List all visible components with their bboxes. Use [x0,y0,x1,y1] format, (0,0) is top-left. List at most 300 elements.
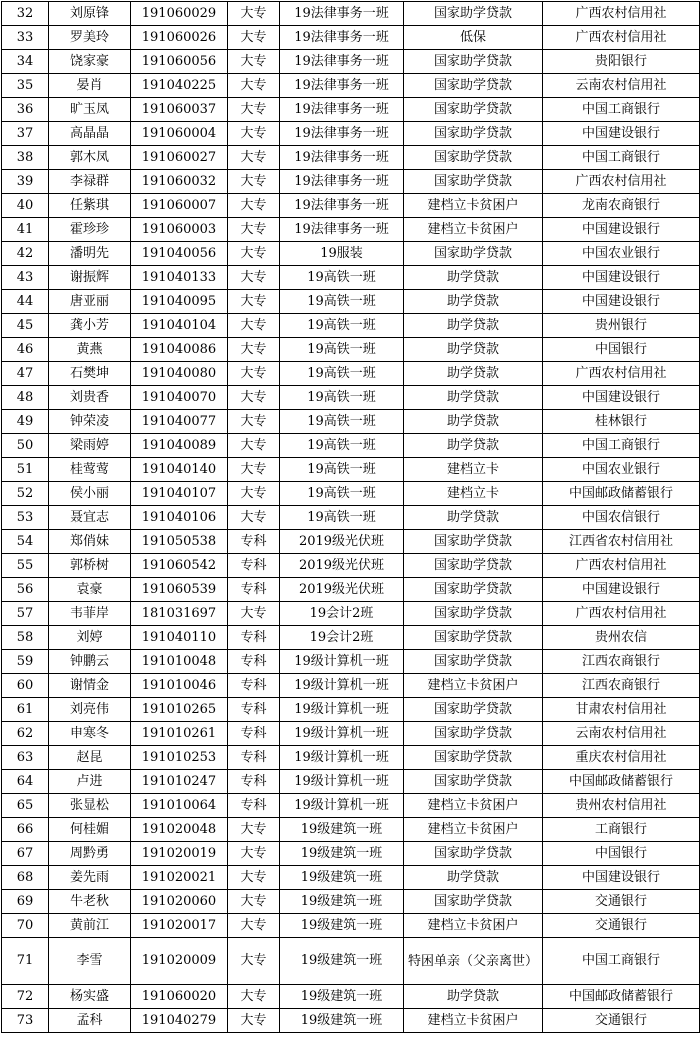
student-name-cell: 刘原锋 [49,2,131,26]
bank-name-cell: 中国建设银行 [543,578,700,602]
student-name-cell: 郑俏妹 [49,530,131,554]
table-row [2,482,700,506]
student-name-cell: 杨实盛 [49,985,131,1009]
education-level-cell: 专科 [228,626,280,650]
class-name-cell: 19高铁一班 [280,410,404,434]
bank-name-cell: 中国建设银行 [543,122,700,146]
row-number-cell: 61 [2,698,49,722]
aid-type-cell: 建档立卡贫困户 [404,914,543,938]
class-name-cell: 19高铁一班 [280,314,404,338]
student-id-cell: 191010261 [131,722,228,746]
education-level-cell: 大专 [228,314,280,338]
student-name-cell: 郭桥树 [49,554,131,578]
table-row [2,386,700,410]
aid-type-cell: 国家助学贷款 [404,842,543,866]
education-level-cell: 大专 [228,50,280,74]
table-row [2,626,700,650]
row-number-cell: 58 [2,626,49,650]
student-name-cell: 周黔勇 [49,842,131,866]
aid-type-cell: 国家助学贷款 [404,650,543,674]
row-number-cell: 56 [2,578,49,602]
bank-name-cell: 广西农村信用社 [543,362,700,386]
student-id-cell: 191040140 [131,458,228,482]
student-id-cell: 191060026 [131,26,228,50]
education-level-cell: 大专 [228,482,280,506]
student-id-cell: 191010265 [131,698,228,722]
bank-name-cell: 交通银行 [543,890,700,914]
class-name-cell: 19高铁一班 [280,290,404,314]
bank-name-cell: 中国建设银行 [543,266,700,290]
student-name-cell: 刘亮伟 [49,698,131,722]
education-level-cell: 大专 [228,938,280,985]
student-name-cell: 潘明先 [49,242,131,266]
aid-type-cell: 国家助学贷款 [404,2,543,26]
student-name-cell: 黄前江 [49,914,131,938]
bank-name-cell: 中国邮政储蓄银行 [543,482,700,506]
aid-type-cell: 助学贷款 [404,410,543,434]
class-name-cell: 19法律事务一班 [280,2,404,26]
education-level-cell: 大专 [228,818,280,842]
class-name-cell: 19级建筑一班 [280,818,404,842]
table-row [2,266,700,290]
student-name-cell: 卢进 [49,770,131,794]
table-row [2,218,700,242]
student-name-cell: 黄燕 [49,338,131,362]
table-row [2,770,700,794]
class-name-cell: 19级建筑一班 [280,1009,404,1033]
student-id-cell: 191060542 [131,554,228,578]
row-number-cell: 54 [2,530,49,554]
bank-name-cell: 中国工商银行 [543,938,700,985]
education-level-cell: 大专 [228,266,280,290]
education-level-cell: 专科 [228,530,280,554]
education-level-cell: 大专 [228,410,280,434]
student-id-cell: 191060027 [131,146,228,170]
row-number-cell: 51 [2,458,49,482]
table-row [2,314,700,338]
student-id-cell: 191040056 [131,242,228,266]
bank-name-cell: 贵州农村信用社 [543,794,700,818]
bank-name-cell: 交通银行 [543,914,700,938]
row-number-cell: 46 [2,338,49,362]
student-id-cell: 191010048 [131,650,228,674]
student-name-cell: 高晶晶 [49,122,131,146]
table-row [2,74,700,98]
bank-name-cell: 广西农村信用社 [543,554,700,578]
row-number-cell: 48 [2,386,49,410]
class-name-cell: 19级计算机一班 [280,770,404,794]
student-name-cell: 旷玉凤 [49,98,131,122]
student-name-cell: 申寒冬 [49,722,131,746]
table-row [2,602,700,626]
education-level-cell: 专科 [228,674,280,698]
student-id-cell: 191040279 [131,1009,228,1033]
aid-type-cell: 国家助学贷款 [404,98,543,122]
row-number-cell: 63 [2,746,49,770]
bank-name-cell: 中国农业银行 [543,458,700,482]
student-name-cell: 姜先雨 [49,866,131,890]
student-id-cell: 191060007 [131,194,228,218]
table-row [2,674,700,698]
student-id-cell: 191040110 [131,626,228,650]
student-id-cell: 191060056 [131,50,228,74]
aid-type-cell: 助学贷款 [404,506,543,530]
bank-name-cell: 中国工商银行 [543,98,700,122]
education-level-cell: 大专 [228,242,280,266]
table-row [2,410,700,434]
bank-name-cell: 贵州银行 [543,314,700,338]
bank-name-cell: 中国邮政储蓄银行 [543,770,700,794]
aid-type-cell: 国家助学贷款 [404,242,543,266]
bank-name-cell: 江西省农村信用社 [543,530,700,554]
class-name-cell: 19法律事务一班 [280,146,404,170]
class-name-cell: 19级建筑一班 [280,890,404,914]
table-row [2,170,700,194]
student-name-cell: 李禄群 [49,170,131,194]
class-name-cell: 19会计2班 [280,626,404,650]
row-number-cell: 44 [2,290,49,314]
education-level-cell: 专科 [228,554,280,578]
bank-name-cell: 甘肃农村信用社 [543,698,700,722]
student-name-cell: 霍珍珍 [49,218,131,242]
aid-type-cell: 国家助学贷款 [404,602,543,626]
row-number-cell: 43 [2,266,49,290]
class-name-cell: 19法律事务一班 [280,122,404,146]
aid-type-cell: 国家助学贷款 [404,170,543,194]
class-name-cell: 2019级光伏班 [280,530,404,554]
student-id-cell: 181031697 [131,602,228,626]
class-name-cell: 19会计2班 [280,602,404,626]
table-body [2,2,700,1033]
row-number-cell: 39 [2,170,49,194]
education-level-cell: 大专 [228,194,280,218]
student-id-cell: 191040089 [131,434,228,458]
student-name-cell: 梁雨婷 [49,434,131,458]
education-level-cell: 大专 [228,26,280,50]
student-name-cell: 刘贵香 [49,386,131,410]
aid-type-cell: 助学贷款 [404,314,543,338]
bank-name-cell: 云南农村信用社 [543,74,700,98]
education-level-cell: 大专 [228,98,280,122]
student-id-cell: 191040080 [131,362,228,386]
aid-type-cell: 国家助学贷款 [404,722,543,746]
class-name-cell: 19法律事务一班 [280,26,404,50]
bank-name-cell: 中国工商银行 [543,146,700,170]
table-row [2,530,700,554]
student-name-cell: 孟科 [49,1009,131,1033]
table-row [2,2,700,26]
row-number-cell: 66 [2,818,49,842]
education-level-cell: 专科 [228,650,280,674]
table-row [2,914,700,938]
row-number-cell: 72 [2,985,49,1009]
class-name-cell: 2019级光伏班 [280,578,404,602]
student-name-cell: 李雪 [49,938,131,985]
table-row [2,242,700,266]
row-number-cell: 62 [2,722,49,746]
student-name-cell: 赵昆 [49,746,131,770]
row-number-cell: 33 [2,26,49,50]
bank-name-cell: 江西农商银行 [543,674,700,698]
bank-name-cell: 交通银行 [543,1009,700,1033]
education-level-cell: 大专 [228,890,280,914]
table-row [2,362,700,386]
student-id-cell: 191020021 [131,866,228,890]
education-level-cell: 专科 [228,746,280,770]
education-level-cell: 专科 [228,770,280,794]
student-id-cell: 191040104 [131,314,228,338]
student-name-cell: 韦菲岸 [49,602,131,626]
education-level-cell: 大专 [228,434,280,458]
student-id-cell: 191020060 [131,890,228,914]
row-number-cell: 55 [2,554,49,578]
student-name-cell: 任紫琪 [49,194,131,218]
class-name-cell: 19高铁一班 [280,386,404,410]
table-row [2,554,700,578]
aid-type-cell: 助学贷款 [404,985,543,1009]
aid-type-cell: 建档立卡 [404,482,543,506]
row-number-cell: 67 [2,842,49,866]
class-name-cell: 19法律事务一班 [280,218,404,242]
table-row [2,194,700,218]
aid-type-cell: 国家助学贷款 [404,530,543,554]
bank-name-cell: 中国建设银行 [543,386,700,410]
row-number-cell: 32 [2,2,49,26]
row-number-cell: 50 [2,434,49,458]
aid-type-cell: 国家助学贷款 [404,122,543,146]
table-row [2,890,700,914]
class-name-cell: 19法律事务一班 [280,194,404,218]
row-number-cell: 65 [2,794,49,818]
table-row [2,650,700,674]
student-name-cell: 聂宜志 [49,506,131,530]
table-row [2,50,700,74]
aid-type-cell: 国家助学贷款 [404,578,543,602]
class-name-cell: 19服装 [280,242,404,266]
education-level-cell: 大专 [228,386,280,410]
student-id-cell: 191040095 [131,290,228,314]
table-row [2,938,700,985]
student-name-cell: 郭木凤 [49,146,131,170]
bank-name-cell: 重庆农村信用社 [543,746,700,770]
class-name-cell: 19级建筑一班 [280,938,404,985]
aid-type-cell: 国家助学贷款 [404,554,543,578]
class-name-cell: 19高铁一班 [280,458,404,482]
class-name-cell: 19级计算机一班 [280,650,404,674]
aid-type-cell: 建档立卡贫困户 [404,194,543,218]
education-level-cell: 大专 [228,506,280,530]
bank-name-cell: 中国建设银行 [543,218,700,242]
table-row [2,578,700,602]
row-number-cell: 40 [2,194,49,218]
student-id-cell: 191060037 [131,98,228,122]
table-row [2,698,700,722]
bank-name-cell: 中国建设银行 [543,866,700,890]
class-name-cell: 19法律事务一班 [280,98,404,122]
bank-name-cell: 广西农村信用社 [543,602,700,626]
table-row [2,866,700,890]
education-level-cell: 大专 [228,338,280,362]
education-level-cell: 大专 [228,458,280,482]
row-number-cell: 70 [2,914,49,938]
class-name-cell: 19级建筑一班 [280,985,404,1009]
aid-type-cell: 低保 [404,26,543,50]
student-id-cell: 191020048 [131,818,228,842]
class-name-cell: 19级计算机一班 [280,674,404,698]
student-name-cell: 侯小丽 [49,482,131,506]
student-name-cell: 唐亚丽 [49,290,131,314]
row-number-cell: 68 [2,866,49,890]
aid-type-cell: 建档立卡贫困户 [404,794,543,818]
aid-type-cell: 建档立卡 [404,458,543,482]
table-row [2,1009,700,1033]
aid-type-cell: 建档立卡贫困户 [404,1009,543,1033]
student-id-cell: 191040133 [131,266,228,290]
student-name-cell: 龚小芳 [49,314,131,338]
student-id-cell: 191020009 [131,938,228,985]
aid-type-cell: 建档立卡贫困户 [404,218,543,242]
class-name-cell: 19高铁一班 [280,506,404,530]
education-level-cell: 大专 [228,2,280,26]
student-id-cell: 191060032 [131,170,228,194]
education-level-cell: 大专 [228,1009,280,1033]
row-number-cell: 59 [2,650,49,674]
class-name-cell: 19级建筑一班 [280,842,404,866]
student-id-cell: 191040086 [131,338,228,362]
table-row [2,434,700,458]
bank-name-cell: 广西农村信用社 [543,2,700,26]
aid-type-cell: 国家助学贷款 [404,626,543,650]
class-name-cell: 19高铁一班 [280,338,404,362]
student-id-cell: 191010064 [131,794,228,818]
row-number-cell: 41 [2,218,49,242]
bank-name-cell: 贵阳银行 [543,50,700,74]
aid-type-cell: 国家助学贷款 [404,698,543,722]
education-level-cell: 大专 [228,170,280,194]
bank-name-cell: 中国建设银行 [543,290,700,314]
aid-type-cell: 国家助学贷款 [404,746,543,770]
student-id-cell: 191010253 [131,746,228,770]
row-number-cell: 45 [2,314,49,338]
aid-type-cell: 国家助学贷款 [404,50,543,74]
bank-name-cell: 工商银行 [543,818,700,842]
class-name-cell: 19高铁一班 [280,482,404,506]
aid-type-cell: 国家助学贷款 [404,74,543,98]
aid-type-cell: 建档立卡贫困户 [404,818,543,842]
class-name-cell: 19级计算机一班 [280,698,404,722]
aid-type-cell: 助学贷款 [404,290,543,314]
student-name-cell: 饶家豪 [49,50,131,74]
class-name-cell: 19级建筑一班 [280,914,404,938]
student-name-cell: 晏肖 [49,74,131,98]
class-name-cell: 19级计算机一班 [280,794,404,818]
aid-type-cell: 助学贷款 [404,266,543,290]
education-level-cell: 大专 [228,146,280,170]
student-id-cell: 191040106 [131,506,228,530]
bank-name-cell: 中国农信银行 [543,506,700,530]
student-name-cell: 钟鹏云 [49,650,131,674]
aid-type-cell: 国家助学贷款 [404,890,543,914]
student-name-cell: 桂莺莺 [49,458,131,482]
student-id-cell: 191010247 [131,770,228,794]
table-row [2,98,700,122]
education-level-cell: 大专 [228,122,280,146]
education-level-cell: 大专 [228,362,280,386]
student-id-cell: 191010046 [131,674,228,698]
student-name-cell: 谢振辉 [49,266,131,290]
bank-name-cell: 龙南农商银行 [543,194,700,218]
student-id-cell: 191020019 [131,842,228,866]
education-level-cell: 大专 [228,866,280,890]
education-level-cell: 专科 [228,578,280,602]
class-name-cell: 19级计算机一班 [280,722,404,746]
row-number-cell: 73 [2,1009,49,1033]
class-name-cell: 19级建筑一班 [280,866,404,890]
bank-name-cell: 广西农村信用社 [543,170,700,194]
bank-name-cell: 中国邮政储蓄银行 [543,985,700,1009]
aid-type-cell: 助学贷款 [404,434,543,458]
education-level-cell: 大专 [228,218,280,242]
student-id-cell: 191060003 [131,218,228,242]
row-number-cell: 38 [2,146,49,170]
row-number-cell: 69 [2,890,49,914]
aid-type-cell: 助学贷款 [404,866,543,890]
row-number-cell: 34 [2,50,49,74]
student-name-cell: 袁豪 [49,578,131,602]
row-number-cell: 71 [2,938,49,985]
student-name-cell: 张显松 [49,794,131,818]
education-level-cell: 大专 [228,602,280,626]
class-name-cell: 19法律事务一班 [280,170,404,194]
bank-name-cell: 中国银行 [543,338,700,362]
class-name-cell: 19高铁一班 [280,434,404,458]
aid-type-cell: 建档立卡贫困户 [404,674,543,698]
table-row [2,290,700,314]
student-id-cell: 191040107 [131,482,228,506]
student-id-cell: 191040070 [131,386,228,410]
education-level-cell: 大专 [228,914,280,938]
table-row [2,794,700,818]
student-id-cell: 191050538 [131,530,228,554]
class-name-cell: 19高铁一班 [280,266,404,290]
row-number-cell: 47 [2,362,49,386]
class-name-cell: 19级计算机一班 [280,746,404,770]
bank-name-cell: 中国农业银行 [543,242,700,266]
education-level-cell: 大专 [228,74,280,98]
education-level-cell: 大专 [228,985,280,1009]
education-level-cell: 大专 [228,842,280,866]
education-level-cell: 专科 [228,794,280,818]
table-row [2,746,700,770]
aid-type-cell: 助学贷款 [404,386,543,410]
row-number-cell: 35 [2,74,49,98]
student-name-cell: 罗美玲 [49,26,131,50]
row-number-cell: 37 [2,122,49,146]
class-name-cell: 2019级光伏班 [280,554,404,578]
table-row [2,506,700,530]
table-row [2,338,700,362]
student-id-cell: 191040077 [131,410,228,434]
student-id-cell: 191060539 [131,578,228,602]
bank-name-cell: 贵州农信 [543,626,700,650]
education-level-cell: 大专 [228,290,280,314]
table-row [2,985,700,1009]
table-row [2,818,700,842]
student-id-cell: 191040225 [131,74,228,98]
class-name-cell: 19法律事务一班 [280,74,404,98]
student-name-cell: 谢情金 [49,674,131,698]
row-number-cell: 53 [2,506,49,530]
